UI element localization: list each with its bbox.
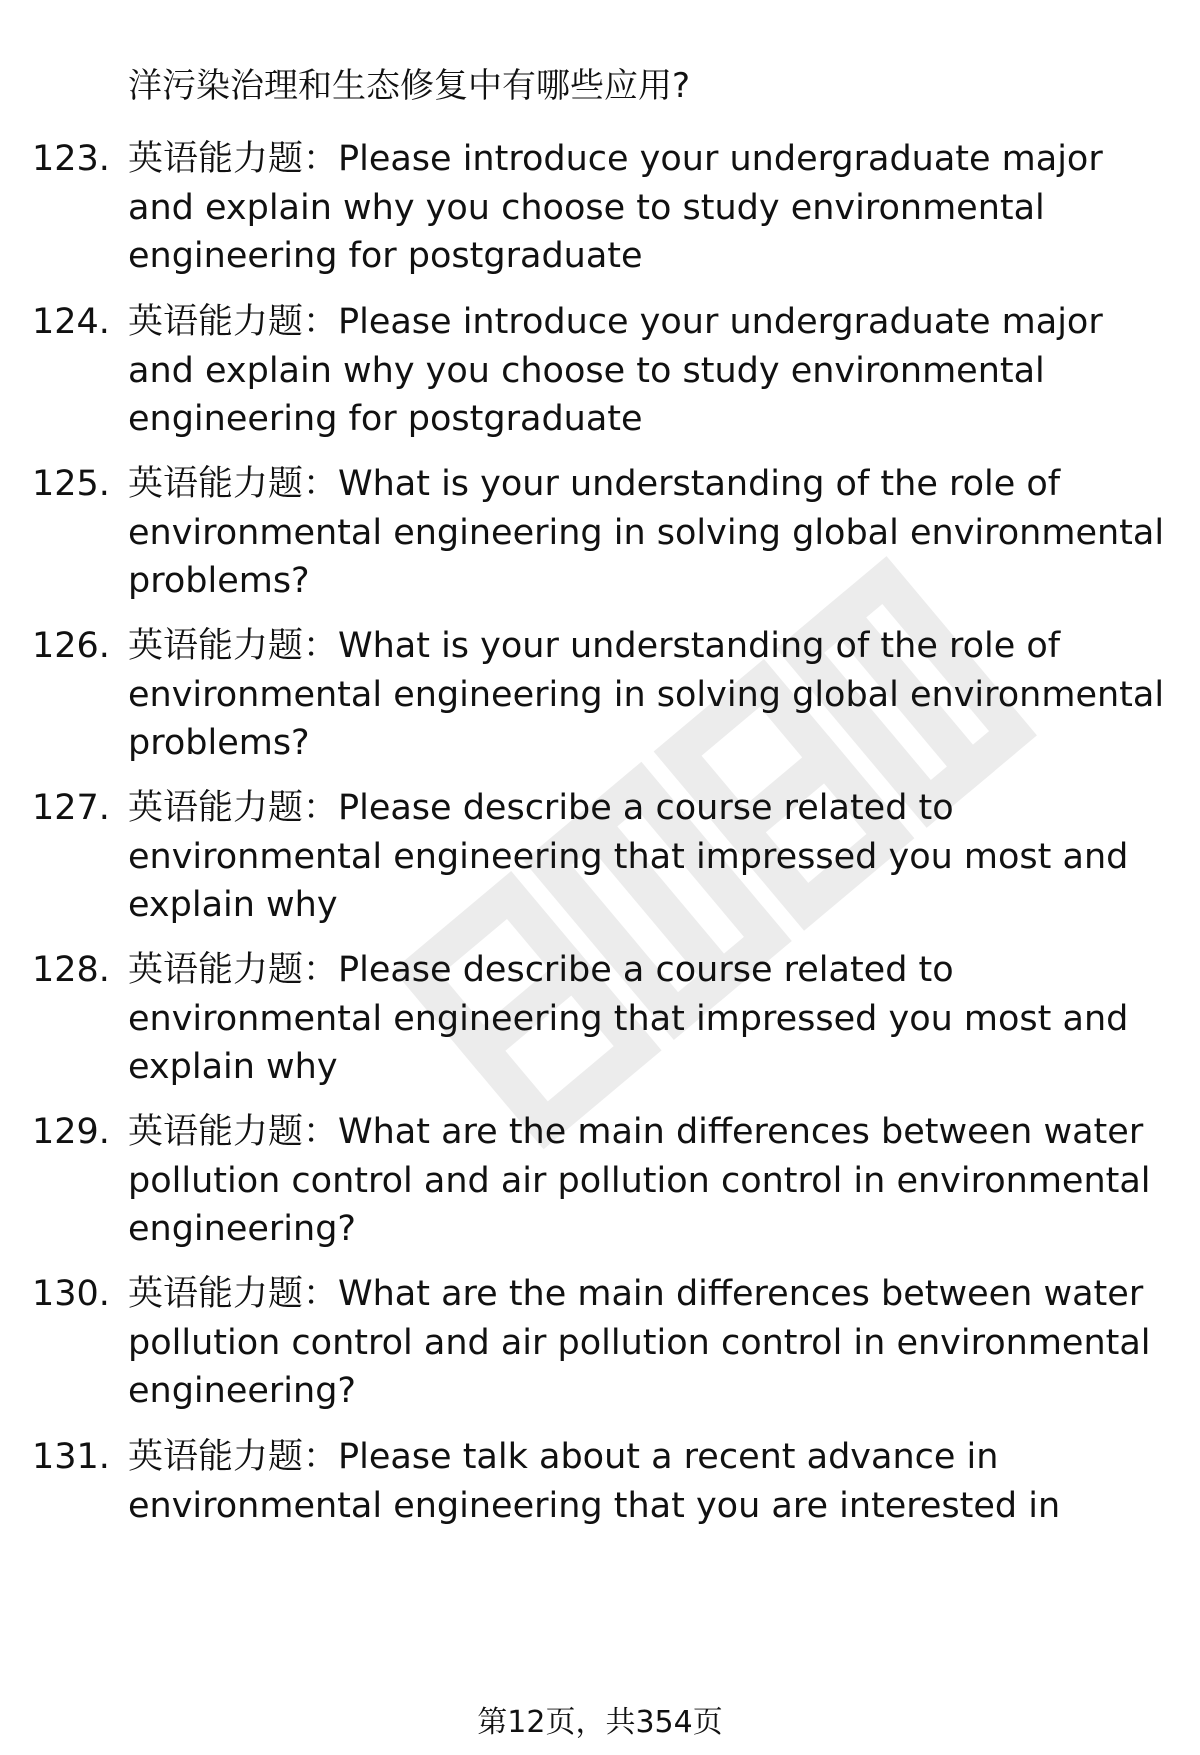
- question-text-line: 英语能力题：What is your understanding of the role of: [128, 464, 1061, 504]
- question-number: 131.: [32, 1437, 110, 1477]
- question-text-line: explain why: [128, 1047, 338, 1087]
- question-text: [128, 784, 1158, 930]
- question-number: 127.: [32, 788, 110, 828]
- question-text-line: pollution control and air pollution control in environmental: [128, 1322, 1151, 1363]
- question-text-line: explain why: [128, 885, 338, 925]
- question-text: [128, 460, 1165, 606]
- question-text-line: engineering?: [128, 1209, 356, 1249]
- question-text-line: 英语能力题：Please describe a course related to: [128, 950, 954, 990]
- question-text: [128, 1270, 1158, 1416]
- question-number: 126.: [32, 626, 110, 666]
- question-text-line: engineering for postgraduate: [128, 236, 643, 276]
- continuation-text: 洋污染治理和生态修复中有哪些应用?: [128, 66, 691, 106]
- question-text-line: 英语能力题：What are the main differences between water: [128, 1274, 1144, 1314]
- question-text: [128, 135, 1158, 281]
- question-text-line: 英语能力题：What is your understanding of the role of: [128, 626, 1061, 666]
- question-text: [128, 1108, 1158, 1254]
- question-text-line: 英语能力题：What are the main differences between water: [128, 1112, 1144, 1152]
- question-text-line: environmental engineering in solving global environmental: [128, 512, 1165, 553]
- question-number: 129.: [32, 1112, 110, 1152]
- question-number: 125.: [32, 464, 110, 504]
- question-text: [128, 1433, 1158, 1530]
- question-text-line: problems?: [128, 723, 310, 763]
- question-text-line: 英语能力题：Please introduce your undergraduate major: [128, 139, 1103, 179]
- question-text-line: problems?: [128, 561, 310, 601]
- question-number: 124.: [32, 302, 110, 342]
- question-text-line: pollution control and air pollution control in environmental: [128, 1160, 1151, 1201]
- question-text-line: environmental engineering that impressed you most and: [128, 836, 1129, 877]
- question-text-line: and explain why you choose to study environmental: [128, 350, 1045, 391]
- question-number: 130.: [32, 1274, 110, 1314]
- question-text: [128, 298, 1158, 444]
- question-text-line: 英语能力题：Please introduce your undergraduate major: [128, 302, 1103, 342]
- question-text-line: environmental engineering that impressed you most and: [128, 998, 1129, 1039]
- question-text-line: engineering?: [128, 1371, 356, 1411]
- question-text: [128, 622, 1165, 768]
- question-text-line: engineering for postgraduate: [128, 399, 643, 439]
- question-text-line: 英语能力题：Please describe a course related to: [128, 788, 954, 828]
- question-number: 128.: [32, 950, 110, 990]
- question-number: 123.: [32, 139, 110, 179]
- page-footer: 第12页，共354页: [477, 1705, 723, 1740]
- question-text-line: 英语能力题：Please talk about a recent advance in: [128, 1437, 999, 1477]
- question-text-line: environmental engineering in solving global environmental: [128, 674, 1165, 715]
- question-text: [128, 946, 1158, 1092]
- question-text-line: and explain why you choose to study environmental: [128, 187, 1045, 228]
- question-text-line: environmental engineering that you are interested in: [128, 1485, 1061, 1526]
